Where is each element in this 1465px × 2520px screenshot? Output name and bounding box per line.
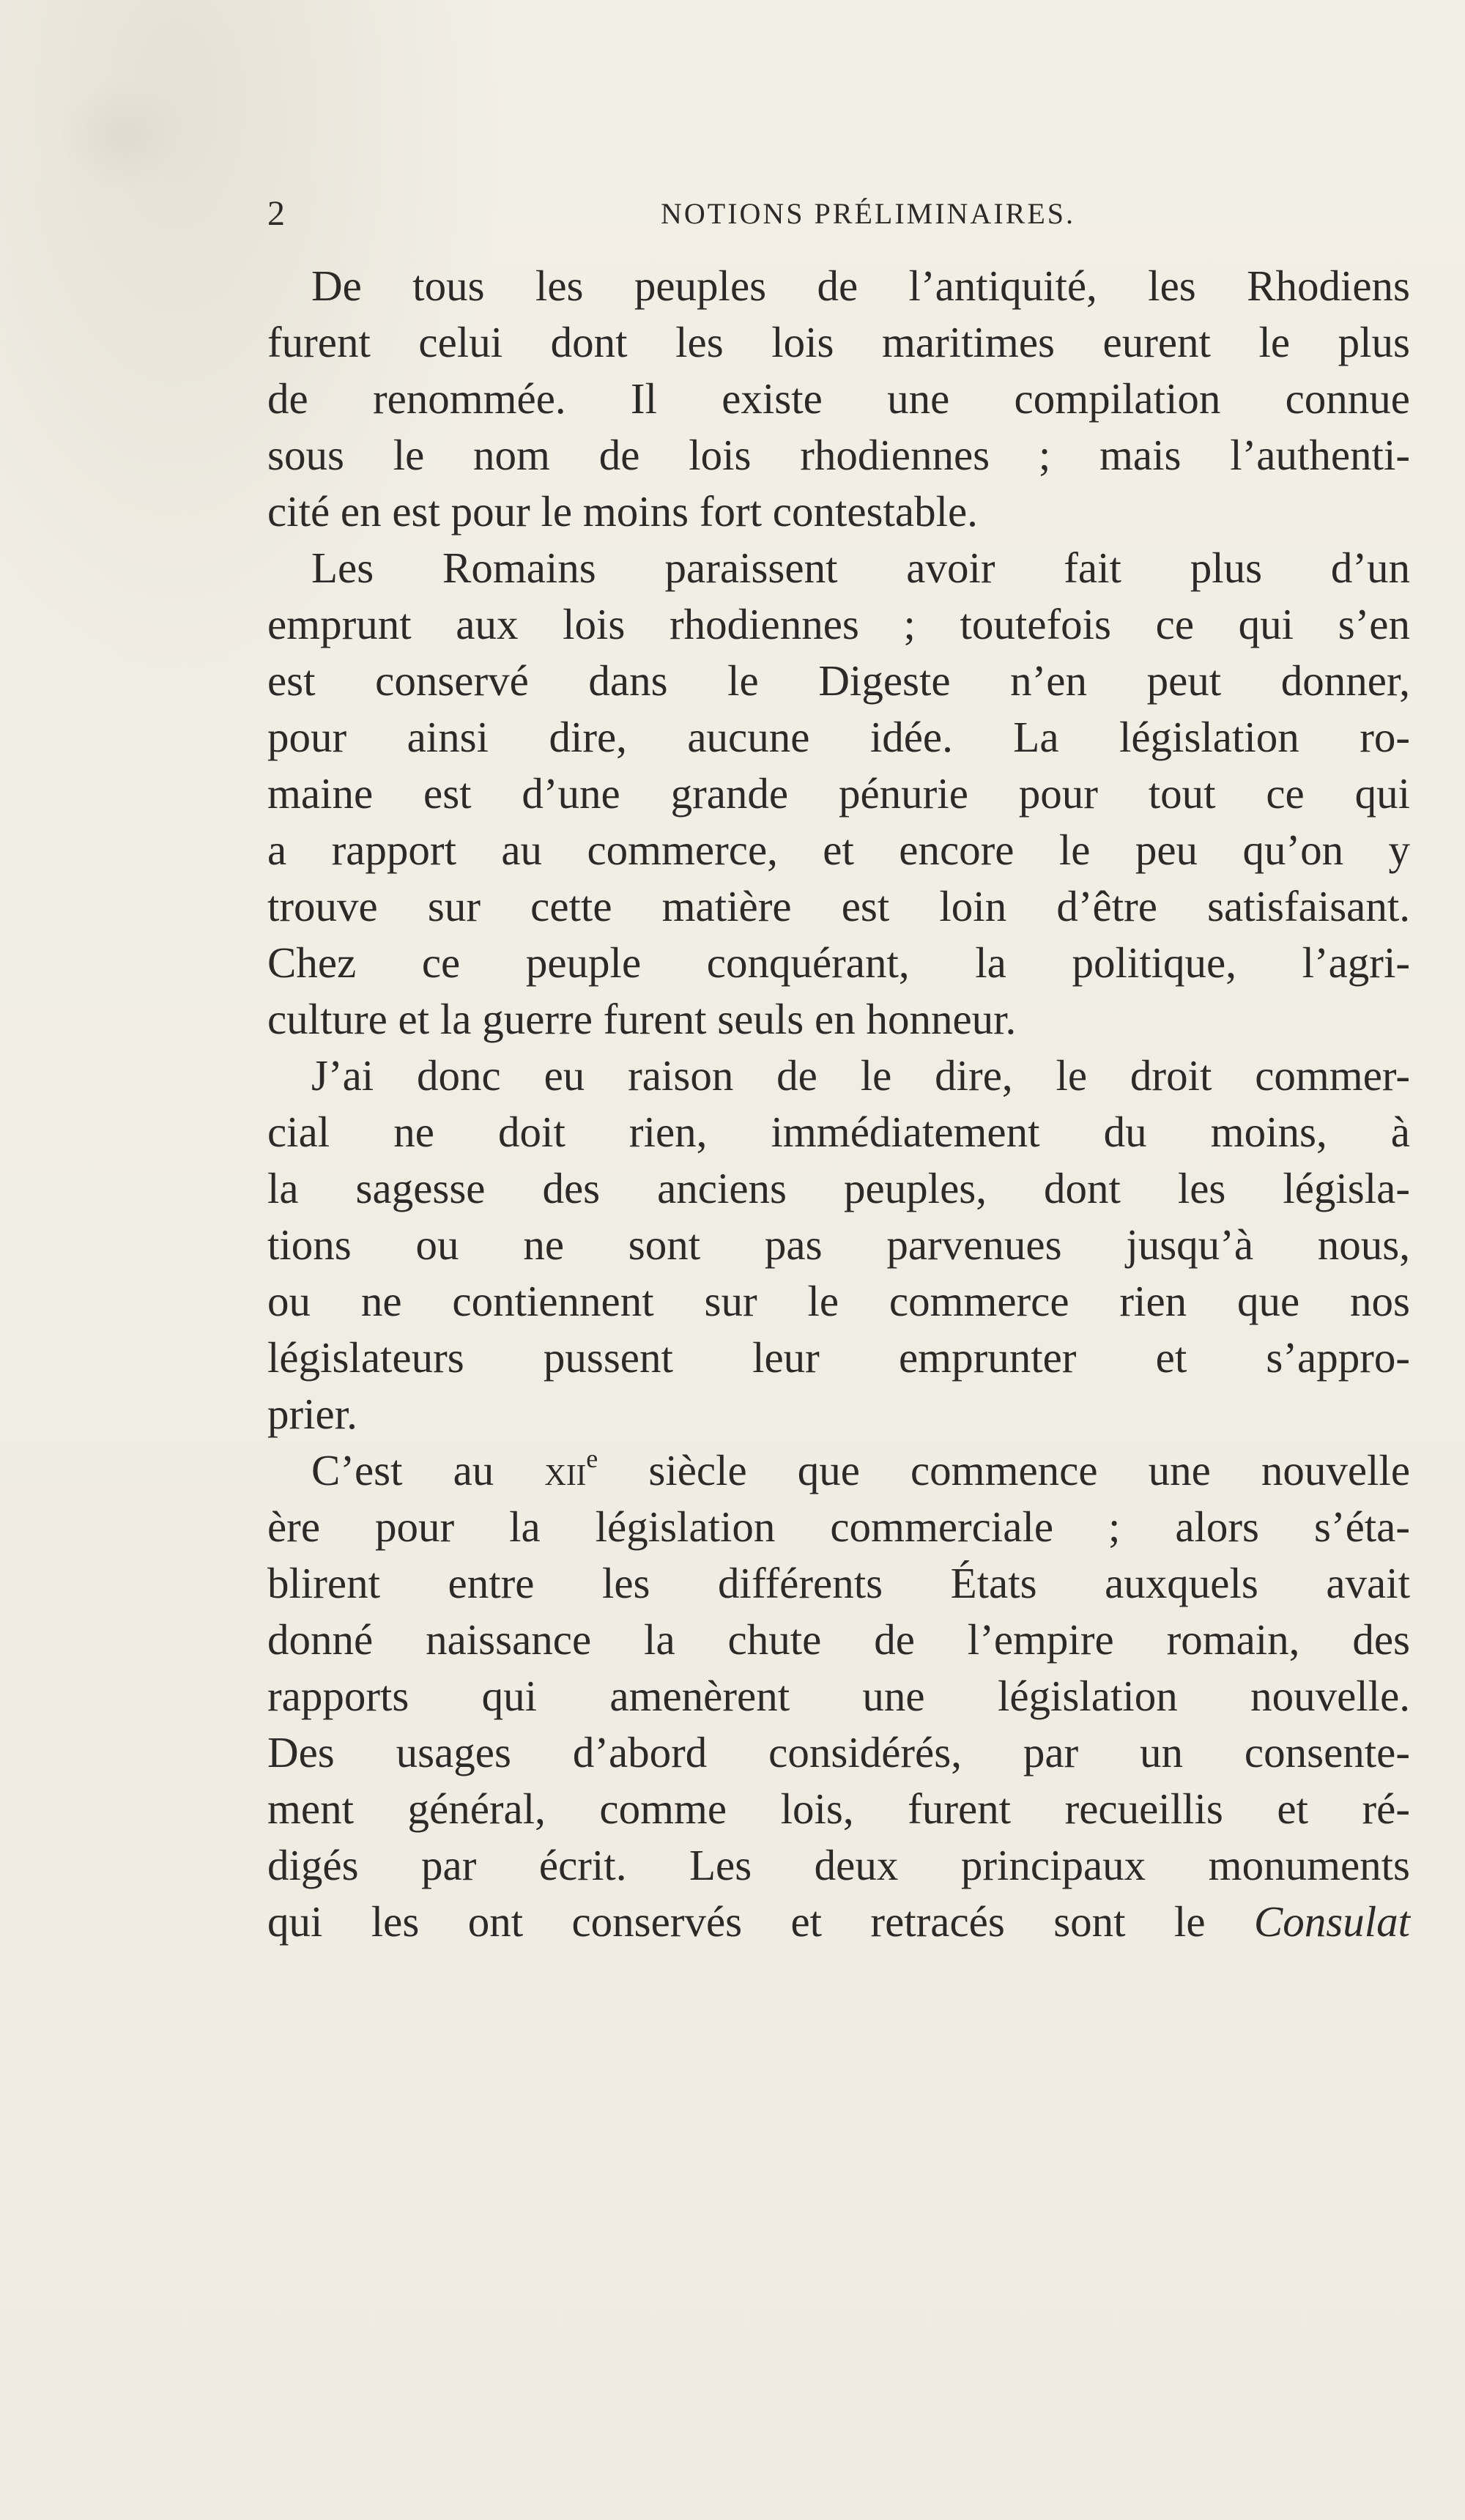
text-line: furent celui dont les lois maritimes eurent le plus	[267, 318, 1410, 366]
text-line: emprunt aux lois rhodiennes ; toutefois ce qui s’en	[267, 600, 1410, 648]
text-line: Des usages d’abord considérés, par un consente-	[267, 1728, 1410, 1776]
text-fragment: siècle que commence une nouvelle	[648, 1446, 1411, 1494]
text-line: prier.	[267, 1390, 357, 1438]
text-line: maine est d’une grande pénurie pour tout ce qui	[267, 769, 1410, 818]
text-line: cial ne doit rien, immédiatement du moins, à	[267, 1108, 1410, 1156]
text-line: rapports qui amenèrent une législation nouvelle.	[267, 1672, 1410, 1720]
text-line: sous le nom de lois rhodiennes ; mais l’authenti-	[267, 431, 1410, 479]
text-fragment: qui les ont conservés et retracés sont le	[267, 1897, 1206, 1946]
text-line: législateurs pussent leur emprunter et s’appro-	[267, 1333, 1410, 1382]
text-line: J’ai donc eu raison de le dire, le droit commer-	[311, 1051, 1410, 1100]
text-line: a rapport au commerce, et encore le peu qu’on y	[267, 826, 1410, 874]
body-text	[267, 258, 1410, 1950]
text-line: tions ou ne sont pas parvenues jusqu’à nous,	[267, 1220, 1410, 1269]
text-line-last	[267, 1894, 1410, 1950]
consulat-italic: Consulat	[1253, 1897, 1411, 1946]
superscript-e: e	[586, 1444, 598, 1473]
text-line: trouve sur cette matière est loin d’être satisfaisant.	[267, 882, 1410, 930]
text-line-century	[267, 1442, 1410, 1499]
century-numeral	[544, 1446, 598, 1494]
text-line: pour ainsi dire, aucune idée. La législation ro-	[267, 713, 1410, 761]
text-line: ère pour la législation commerciale ; alors s’éta-	[267, 1502, 1410, 1551]
text-line: Les Romains paraissent avoir fait plus d’un	[311, 544, 1410, 592]
text-line: Chez ce peuple conquérant, la politique, l’agri-	[267, 938, 1410, 987]
text-line: ou ne contiennent sur le commerce rien que nos	[267, 1277, 1410, 1325]
text-line: donné naissance la chute de l’empire romain, des	[267, 1615, 1410, 1664]
text-line: blirent entre les différents États auxquels avait	[267, 1559, 1410, 1607]
text-line: la sagesse des anciens peuples, dont les législa-	[267, 1164, 1410, 1212]
roman-numeral: xii	[544, 1446, 587, 1494]
text-fragment: C’est au	[311, 1446, 494, 1494]
page-header	[267, 192, 1410, 236]
text-line: est conservé dans le Digeste n’en peut donner,	[267, 656, 1410, 705]
text-line: De tous les peuples de l’antiquité, les Rhodiens	[311, 262, 1410, 310]
text-line: de renommée. Il existe une compilation connue	[267, 374, 1410, 423]
text-line: cité en est pour le moins fort contestable.	[267, 487, 978, 536]
text-line: digés par écrit. Les deux principaux monuments	[267, 1841, 1410, 1889]
library-stamp-mark	[59, 81, 183, 190]
text-line: culture et la guerre furent seuls en honneur.	[267, 995, 1017, 1043]
page-number: 2	[267, 194, 285, 233]
running-title: NOTIONS PRÉLIMINAIRES.	[661, 197, 1075, 230]
text-line: ment général, comme lois, furent recueillis et ré-	[267, 1785, 1410, 1833]
